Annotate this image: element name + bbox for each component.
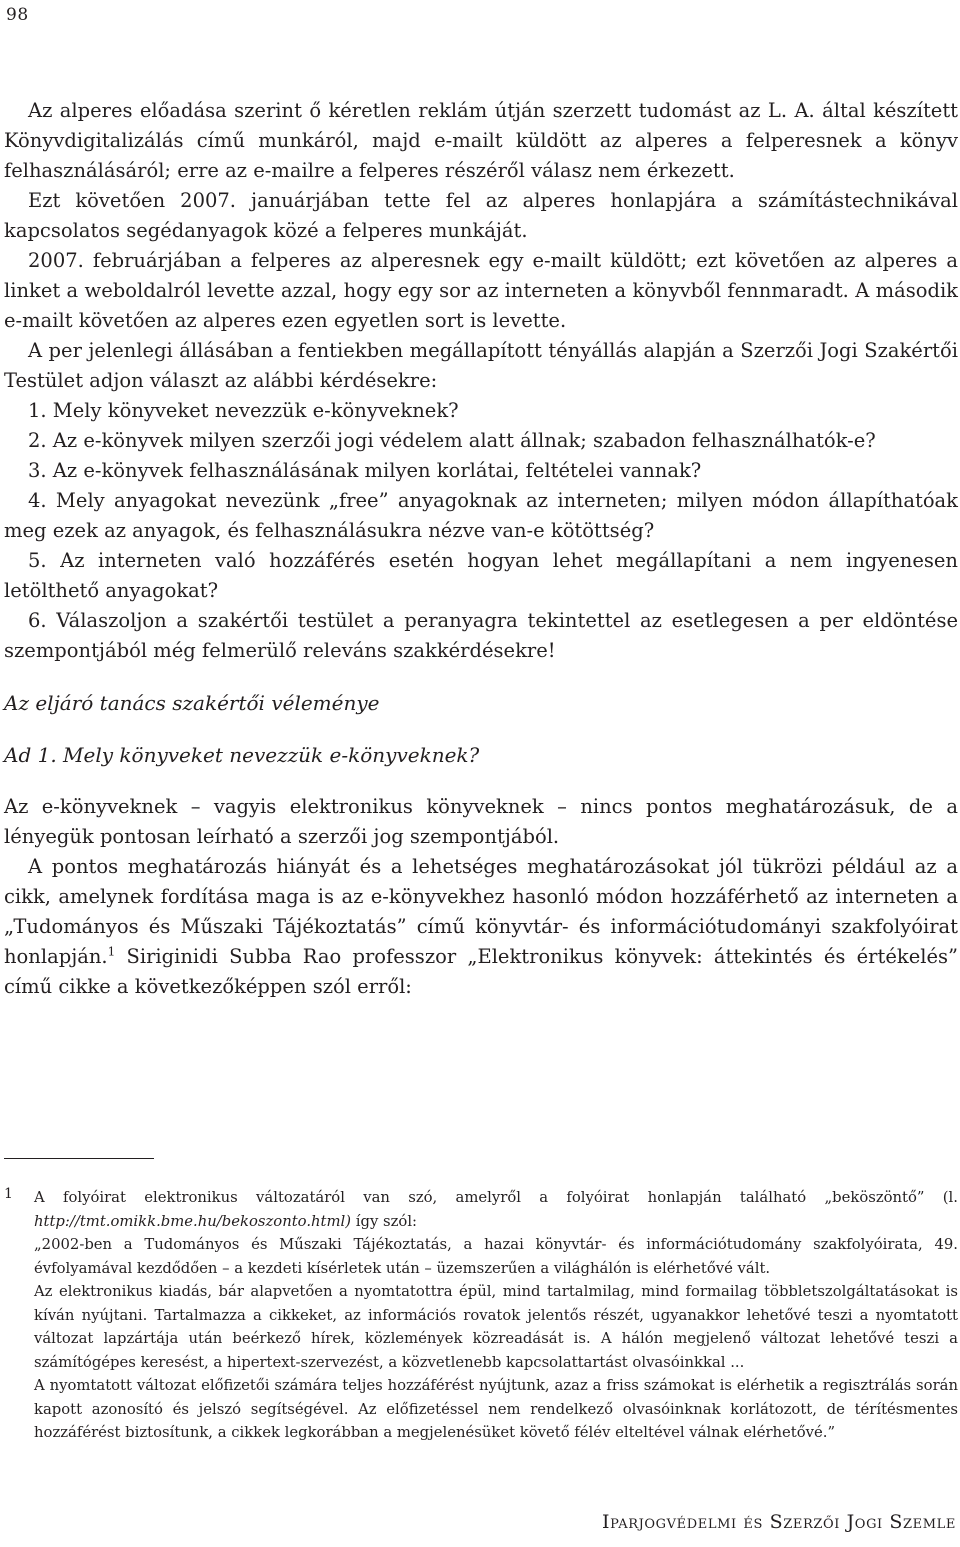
question-1: 1. Mely könyveket nevezzük e-könyveknek?	[28, 399, 459, 422]
footnote-text	[34, 1186, 958, 1445]
footnote-quote-1: „2002-ben a Tudományos és Műszaki Tájékoztatás, a hazai könyvtár- és információtudomány szakfolyóirata, 49. évfolyamával kezdődően – a kezdeti kísérletek után – üzemszerűen a világhálón is elérhetővé vált.	[34, 1236, 958, 1277]
question-2: 2. Az e-könyvek milyen szerzői jogi védelem alatt állnak; szabadon felhasználhatók-e?	[28, 429, 876, 452]
footnote-intro	[34, 1186, 958, 1233]
footnote-url-link[interactable]: http://tmt.omikk.bme.hu/bekoszonto.html)	[34, 1212, 352, 1230]
paragraph-questions-intro: A per jelenlegi állásában a fentiekben megállapított tényállás alapján a Szerzői Jogi Szakértői Testület adjon választ az alábbi kérdésekre:	[4, 339, 958, 392]
footnote-intro-end: így szól:	[351, 1212, 418, 1230]
footnote-block	[4, 1186, 958, 1445]
paragraph-definition-article	[4, 852, 958, 1002]
main-text	[4, 96, 958, 1002]
footnote-number: 1	[4, 1186, 13, 1202]
question-4: 4. Mely anyagokat nevezünk „free” anyagoknak az interneten; milyen módon állapíthatóak meg ezek az anyagok, és felhasználásukra nézve van-e kötöttség?	[4, 489, 958, 542]
footnote-intro-text: A folyóirat elektronikus változatáról van szó, amelyről a folyóirat honlapján található „beköszöntő” (l.	[34, 1189, 958, 1206]
section-heading-ad1: Ad 1. Mely könyveket nevezzük e-könyveknek?	[4, 743, 480, 767]
paragraph-facts-2: Ezt követően 2007. januárjában tette fel az alperes honlapjára a számítástechnikával kapcsolatos segédanyagok közé a felperes munkáját.	[4, 189, 958, 242]
section-heading-opinion: Az eljáró tanács szakértői véleménye	[4, 691, 380, 715]
footnote-divider	[4, 1158, 154, 1159]
running-footer-journal: Iparjogvédelmi és Szerzői Jogi Szemle	[601, 1511, 956, 1533]
question-3: 3. Az e-könyvek felhasználásának milyen korlátai, feltételei vannak?	[28, 459, 702, 482]
question-6: 6. Válaszoljon a szakértői testület a peranyagra tekintettel az esetlegesen a per eldöntése szempontjából még felmerülő releváns szakkérdésekre!	[4, 609, 958, 662]
page-number: 98	[6, 5, 29, 25]
paragraph-ebook-definition: Az e-könyveknek – vagyis elektronikus könyveknek – nincs pontos meghatározásuk, de a lényegük pontosan leírható a szerzői jog szempontjából.	[4, 795, 958, 848]
paragraph-facts-3: 2007. februárjában a felperes az alperesnek egy e-mailt küldött; ezt követően az alperes a linket a weboldalról levette azzal, hogy egy sor az interneten a könyvből fennmaradt. A második e-mailt követően az alperes ezen egyetlen sort is levette.	[4, 249, 958, 332]
footnote-reference: 1	[107, 944, 116, 959]
paragraph-facts-1: Az alperes előadása szerint ő kéretlen reklám útján szerzett tudomást az L. A. által készített Könyvdigitalizálás című munkáról, majd e-mailt küldött az alperes a felperesnek a könyv felhasználásáról; erre az e-mailre a felperes részéről válasz nem érkezett.	[4, 99, 958, 182]
footnote-quote-3: A nyomtatott változat előfizetői számára teljes hozzáférést nyújtunk, azaz a friss számokat is elérhetik a regisztrálás során kapott azonosító és jelszó segítségével. Az előfizetéssel nem rendelkező olvasóinknak korlátozott, de térítésmentes hozzáférést biztosítunk, a cikkek legkorábban a megjelenésüket követő félév elteltével válnak elérhetővé.”	[34, 1377, 958, 1441]
paragraph-text-a: A pontos meghatározás hiányát és a lehetséges meghatározásokat jól tükrözi például az a cikk, amelynek fordítása maga is az e-könyvekhez hasonló módon hozzáférhető az interneten a „Tudományos és Műszaki Tájékoztatás” című könyvtár- és információtudományi szakfolyóirat honlapján.	[4, 855, 958, 968]
paragraph-text-b: Siriginidi Subba Rao professzor „Elektronikus könyvek: áttekintés és értékelés” című cikke a következőképpen szól erről:	[4, 945, 958, 998]
footnote-quote-2: Az elektronikus kiadás, bár alapvetően a nyomtatottra épül, mind tartalmilag, mind formailag többletszolgáltatásokat is kíván nyújtani. Tartalmazza a cikkeket, az információs rovatok jelentős részét, ugyanakkor lehetővé teszi a nyomtatott változat lapzártája után beérkező hírek, közlemények közreadását is. A hálón megjelenő változat lehetővé teszi a számítógépes keresést, a hipertext-szervezést, a közvetlenebb kapcsolattartást olvasóinkkal ...	[34, 1283, 958, 1371]
question-5: 5. Az interneten való hozzáférés esetén hogyan lehet megállapítani a nem ingyenesen letölthető anyagokat?	[4, 549, 958, 602]
